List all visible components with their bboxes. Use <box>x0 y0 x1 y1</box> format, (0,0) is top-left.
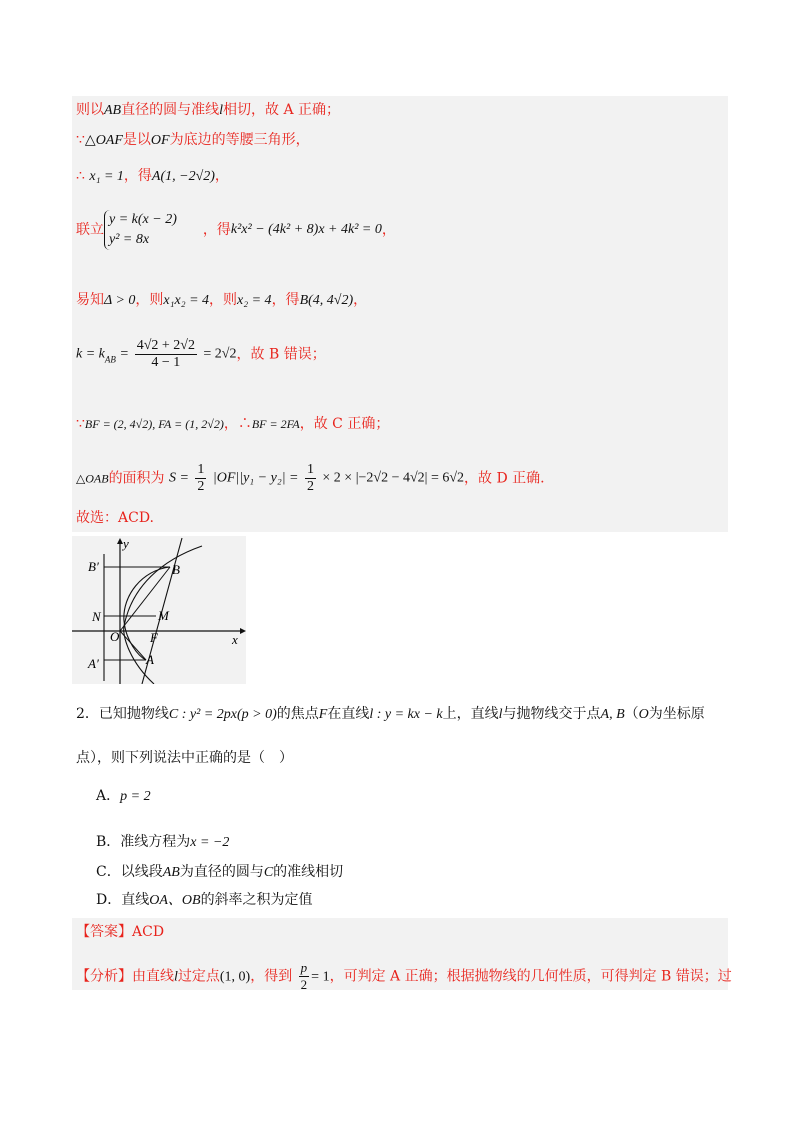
label-o: O <box>110 629 120 644</box>
label-b-prime: B′ <box>88 559 99 574</box>
option-d: D．直线OA、OB的斜率之积为定值 <box>96 892 313 908</box>
solution-line-4: 联立 y = k(x − 2) y² = 8x ，得k²x² − (4k² + 8)x + 4k² = 0， <box>76 210 396 250</box>
answer-line: 【答案】ACD <box>76 924 165 940</box>
solution-line-1: 则以AB直径的圆与准线l相切，故 A 正确； <box>76 102 341 118</box>
label-a-prime: A′ <box>88 656 99 671</box>
label-m: M <box>158 608 169 623</box>
analysis-line: 【分析】由直线l过定点(1, 0)，得到 $\frac{p}{2}$ = 1，可判定 A 正确；根据抛物线的几何性质，可得判定 B 错误；过 <box>76 960 732 992</box>
solution-line-2: ∵△OAF是以OF为底边的等腰三角形， <box>76 132 310 148</box>
equation-system: y = k(x − 2) y² = 8x <box>104 210 177 250</box>
option-b: B．准线方程为x = −2 <box>96 834 230 850</box>
solution-conclusion: 故选：ACD. <box>76 510 154 526</box>
label-y: y <box>123 536 129 551</box>
question-stem-line-2: 点），则下列说法中正确的是（ ） <box>76 750 293 766</box>
solution-line-8: △OAB的面积为 S = $\frac{1}{2}$ |OF||y₁ − y₂| = $\frac{1}{2}$ × 2 × |−2√2 − 4√2| = 6√2，故 D 正确. <box>76 462 545 494</box>
label-n: N <box>92 609 101 624</box>
label-b: B <box>172 562 180 577</box>
slope-fraction: $\frac{4√2 + 2√2}{4 - 1}$ <box>136 338 195 370</box>
label-x: x <box>232 632 238 647</box>
solution-line-7: ∵BF = (2, 4√2), FA = (1, 2√2)，∴BF = 2FA，故 C 正确； <box>76 416 390 432</box>
option-c: C．以线段AB为直径的圆与C的准线相切 <box>96 864 344 880</box>
solution-line-6: $k = k_{AB}$ = $\frac{4√2 + 2√2}{4 - 1}$ = 2√2，故 B 错误； <box>76 338 326 370</box>
question-stem: 2．已知抛物线C : y² = 2px(p > 0)的焦点F在直线l : y = kx − k上，直线l与抛物线交于点A, B（O为坐标原 <box>76 706 705 722</box>
parabola-diagram <box>72 536 246 684</box>
parabola-figure <box>72 536 246 684</box>
solution-line-3: ∴ x₁ = 1，得A(1, −2√2)， <box>76 168 229 184</box>
label-f: F <box>150 630 158 645</box>
label-a: A <box>146 652 154 667</box>
solution-line-5: 易知Δ > 0，则x₁x₂ = 4，则x₂ = 4，得B(4, 4√2)， <box>76 292 368 308</box>
option-a: A．p = 2 <box>96 788 151 804</box>
